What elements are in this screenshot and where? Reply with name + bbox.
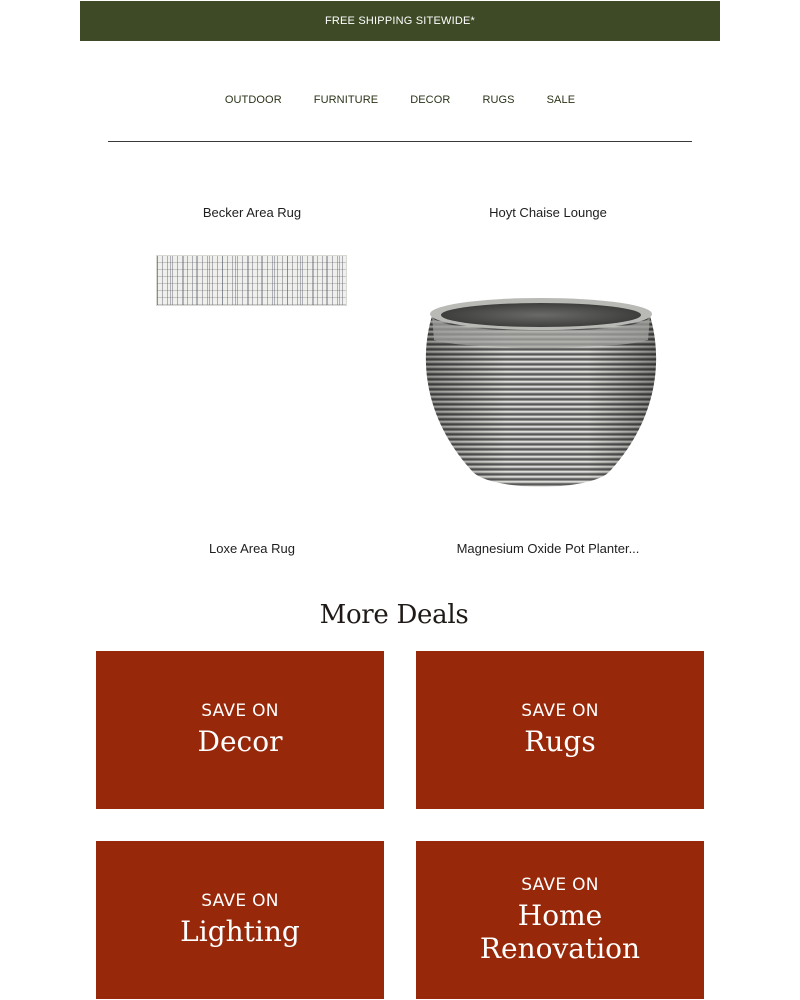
deal-card-home-renovation[interactable] [416, 841, 704, 999]
category-nav [80, 88, 720, 112]
product-link-becker-rug[interactable]: Becker Area Rug [202, 205, 302, 220]
divider [108, 141, 692, 142]
deal-category-line2: Renovation [479, 931, 641, 965]
planter-product-image[interactable] [420, 296, 662, 500]
deal-card-rugs[interactable] [416, 651, 704, 809]
product-link-pot-planter[interactable]: Magnesium Oxide Pot Planter... [456, 541, 640, 556]
nav-link-outdoor[interactable]: OUTDOOR [224, 94, 282, 106]
product-name[interactable] [112, 541, 392, 556]
deal-kicker: SAVE ON [521, 874, 599, 895]
product-link-hoyt-chaise[interactable]: Hoyt Chaise Lounge [489, 205, 607, 220]
deal-kicker: SAVE ON [201, 701, 279, 721]
product-name[interactable] [408, 541, 688, 556]
product-name[interactable] [408, 205, 688, 220]
deal-kicker: SAVE ON [201, 891, 279, 911]
nav-link-furniture[interactable]: FURNITURE [313, 94, 379, 106]
deal-category: Lighting [180, 915, 300, 948]
nav-link-decor[interactable]: DECOR [410, 94, 451, 106]
email-body [80, 0, 720, 1000]
deal-category: Rugs [524, 725, 596, 758]
deal-card-lighting[interactable] [96, 841, 384, 999]
promo-banner[interactable] [80, 1, 720, 41]
product-name[interactable] [112, 205, 392, 220]
nav-link-rugs[interactable]: RUGS [482, 94, 515, 106]
promo-banner-text: FREE SHIPPING SITEWIDE* [324, 15, 476, 27]
deal-kicker: SAVE ON [521, 701, 599, 721]
more-deals-heading: More Deals [319, 600, 469, 630]
deal-category-line1: Home [517, 898, 603, 932]
product-link-loxe-rug[interactable]: Loxe Area Rug [208, 541, 295, 556]
deal-category: Decor [197, 725, 283, 758]
rug-product-image[interactable] [156, 255, 347, 306]
planter-illustration [420, 296, 662, 500]
deal-card-decor[interactable] [96, 651, 384, 809]
nav-link-sale[interactable]: SALE [546, 94, 576, 106]
